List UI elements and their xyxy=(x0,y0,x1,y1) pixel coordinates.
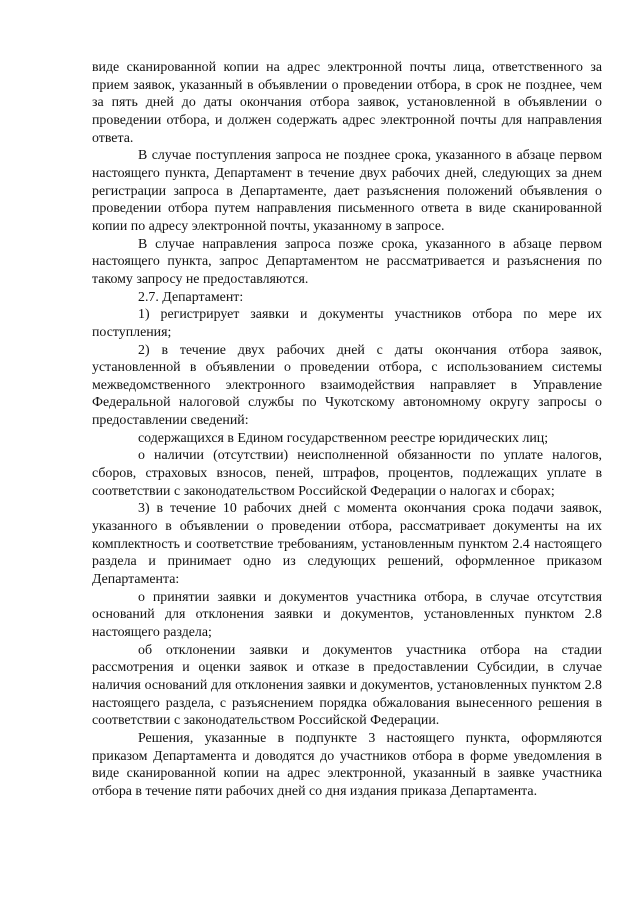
list-item: 1) регистрирует заявки и документы участников отбора по мере их поступления; xyxy=(92,307,602,340)
paragraph: о наличии (отсутствии) неисполненной обязанности по уплате налогов, сборов, страховых взносов, пеней, штрафов, процентов, подлежащих уплате в соответствии с законодательством Российской Федерации о налогах и сборах; xyxy=(92,448,602,499)
paragraph: В случае направления запроса позже срока, указанного в абзаце первом настоящего пункта, запрос Департаментом не рассматривается и разъяснения по такому запросу не предоставляются. xyxy=(92,236,602,287)
document-body xyxy=(92,59,602,801)
paragraph: содержащихся в Едином государственном реестре юридических лиц; xyxy=(138,430,549,446)
paragraph: о принятии заявки и документов участника отбора, в случае отсутствия оснований для отклонения заявки и документов, установленных пунктом 2.8 настоящего раздела; xyxy=(92,589,602,640)
section-heading: 2.7. Департамент: xyxy=(138,289,244,305)
paragraph: Решения, указанные в подпункте 3 настоящего пункта, оформляются приказом Департамента и доводятся до участников отбора в форме уведомления в виде сканированной копии на адрес электронной, указанный в заявке участника отбора в течение пяти рабочих дней со дня издания приказа Департамента. xyxy=(92,730,602,799)
paragraph-continuation: виде сканированной копии на адрес электронной почты лица, ответственного за прием заявок, указанный в объявлении о проведении отбора, в срок не позднее, чем за пять дней до даты окончания отбора заявок, установленной в объявлении о проведении отбора, и должен содержать адрес электронной почты для направления ответа. xyxy=(92,60,602,146)
paragraph: об отклонении заявки и документов участника отбора на стадии рассмотрения и оценки заявок и отказе в предоставлении Субсидии, в случае наличия оснований для отклонения заявки и документов, установленных пунктом 2.8 настоящего раздела, с разъяснением порядка обжалования вынесенного решения в соответствии с законодательством Российской Федерации. xyxy=(92,642,602,729)
list-item: 2) в течение двух рабочих дней с даты окончания отбора заявок, установленной в объявлении о проведении отбора, с использованием системы межведомственного электронного взаимодействия направляет в Управление Федеральной налоговой службы по Чукотскому автономному округу запросы о предоставлении сведений: xyxy=(92,342,602,429)
paragraph: В случае поступления запроса не позднее срока, указанного в абзаце первом настоящего пункта, Департамент в течение двух рабочих дней, следующих за днем регистрации запроса в Департаменте, дает разъяснения положений объявления о проведении отбора путем направления письменного ответа в виде сканированной копии по адресу электронной почты, указанному в запросе. xyxy=(92,148,602,234)
list-item: 3) в течение 10 рабочих дней с момента окончания срока подачи заявок, указанного в объявлении о проведении отбора, рассматривает документы на их комплектность и соответствие требованиям, установленным пунктом 2.4 настоящего раздела и принимает одно из следующих решений, оформленное приказом Департамента: xyxy=(92,501,602,588)
